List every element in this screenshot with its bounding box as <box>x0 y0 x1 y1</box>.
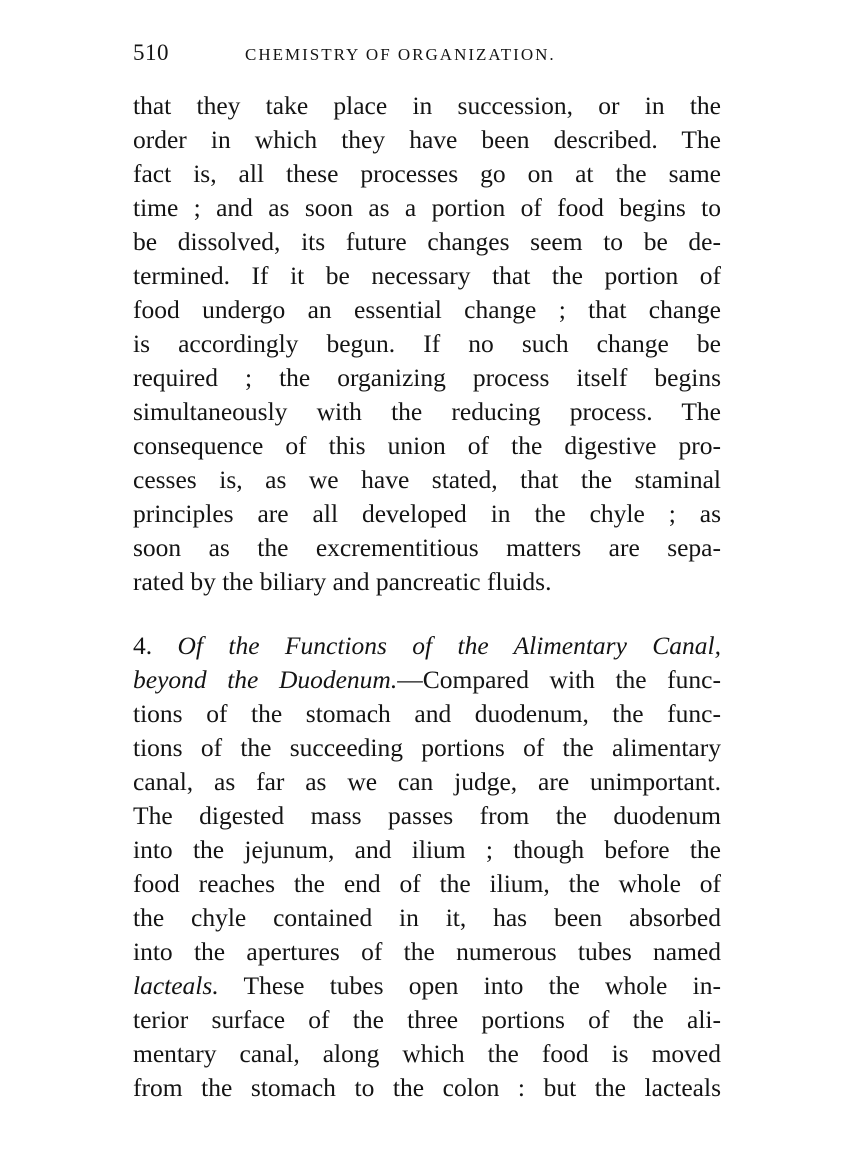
text-line: tions of the succeeding portions of the alimentary <box>133 733 721 762</box>
text-line: required ; the organizing process itself begins <box>133 363 721 392</box>
text-line: canal, as far as we can judge, are unimportant. <box>133 767 721 796</box>
text-line <box>133 969 721 1003</box>
text-line: terior surface of the three portions of the ali- <box>133 1005 721 1034</box>
text-line: soon as the excrementitious matters are sepa- <box>133 533 721 562</box>
text-line: food undergo an essential change ; that change <box>133 295 721 324</box>
body-text <box>133 89 721 1105</box>
text-line: consequence of this union of the digestive pro- <box>133 431 721 460</box>
section-heading-italic: beyond the Duodenum. <box>133 665 398 694</box>
section-number: 4. <box>133 631 153 660</box>
text-line: is accordingly begun. If no such change be <box>133 329 721 358</box>
text-line: rated by the biliary and pancreatic fluids. <box>133 567 552 596</box>
text-line: cesses is, as we have stated, that the staminal <box>133 465 721 494</box>
running-head <box>133 40 721 80</box>
section-alimentary-canal <box>133 629 721 1105</box>
text-line: the chyle contained in it, has been absorbed <box>133 903 721 932</box>
text-line: The digested mass passes from the duodenum <box>133 801 721 830</box>
text-line: into the apertures of the numerous tubes named <box>133 937 721 966</box>
text-line: tions of the stomach and duodenum, the func- <box>133 699 721 728</box>
page-number: 510 <box>133 40 169 65</box>
book-page <box>133 40 721 1105</box>
paragraph-gap <box>133 599 721 629</box>
text-line: into the jejunum, and ilium ; though before the <box>133 835 721 864</box>
text-line: mentary canal, along which the food is moved <box>133 1039 721 1068</box>
text-line: principles are all developed in the chyle ; as <box>133 499 721 528</box>
text-line: time ; and as soon as a portion of food begins to <box>133 193 721 222</box>
text-line: fact is, all these processes go on at the same <box>133 159 721 188</box>
term-lacteals: lacteals. <box>133 971 219 1000</box>
text-line: termined. If it be necessary that the portion of <box>133 261 721 290</box>
text-line: food reaches the end of the ilium, the whole of <box>133 869 721 898</box>
text-line: that they take place in succession, or in the <box>133 91 721 120</box>
text-line: be dissolved, its future changes seem to be de- <box>133 227 721 256</box>
text-line: simultaneously with the reducing process. The <box>133 397 721 426</box>
paragraph-digestion <box>133 89 721 599</box>
section-heading-line <box>133 663 721 697</box>
text-line: order in which they have been described. The <box>133 125 721 154</box>
section-heading-line <box>133 629 721 663</box>
text-line: from the stomach to the colon : but the lacteals <box>133 1073 721 1102</box>
running-title: CHEMISTRY OF ORGANIZATION. <box>245 45 556 64</box>
section-heading-italic: Of the Functions of the Alimentary Canal, <box>177 631 721 660</box>
text-fragment: These tubes open into the whole in- <box>218 971 721 1000</box>
section-heading-rest: —Compared with the func- <box>397 665 721 694</box>
